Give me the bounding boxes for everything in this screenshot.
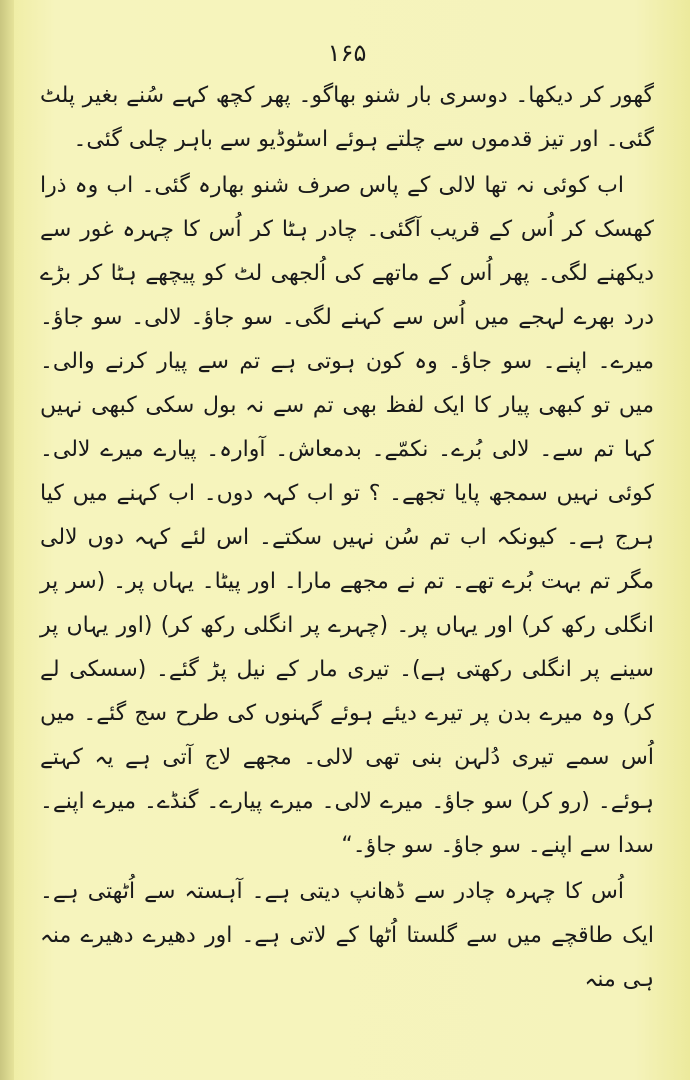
page-number: ۱۶۵ [327,39,367,67]
page-binding-edge [0,0,14,1080]
paragraph-2: اب کوئی نہ تھا لالی کے پاس صرف شنو بھارہ گئی۔ اب وہ ذرا کھسک کر اُس کے قریب آگئی۔ چادر ہٹا کر اُس کا چہرہ غور سے دیکھنے لگی۔ پھر اُس کے ماتھے کی اُلجھی لٹ کو پیچھے ہٹا کر بڑے درد بھرے لہجے میں اُس سے کہنے لگی۔ سو جاؤ۔ لالی۔ سو جاؤ۔ میرے۔ اپنے۔ سو جاؤ۔ وہ کون ہوتی ہے تم سے پیار کرنے والی۔ میں تو کبھی پیار کا ایک لفظ بھی تم سے نہ بول سکی کبھی نہیں کہا تم سے۔ لالی بُرے۔ نکمّے۔ بدمعاش۔ آوارہ۔ پیارے میرے لالی۔ کوئی نہیں سمجھ پایا تجھے۔ ؟ تو اب کہہ دوں۔ اب کہنے میں کیا ہرج ہے۔ کیونکہ اب تم سُن نہیں سکتے۔ اس لئے کہہ دوں لالی مگر تم بہت بُرے تھے۔ تم نے مجھے مارا۔ اور پیٹا۔ یہاں پر۔ (سر پر انگلی رکھ کر) اور یہاں پر۔ (چہرے پر انگلی رکھ کر) (اور یہاں پر سینے پر انگلی رکھتی ہے)۔ تیری مار کے نیل پڑ گئے۔ (سسکی لے کر) وہ میرے بدن پر تیرے دیئے ہوئے گہنوں کی طرح سج گئے۔ میں اُس سمے تیری دُلہن بنی تھی لالی۔ مجھے لاج آتی ہے یہ کہتے ہوئے۔ (رو کر) سو جاؤ۔ میرے لالی۔ میرے پیارے۔ گنڈے۔ میرے اپنے۔ سدا سے اپنے۔ سو جاؤ۔ سو جاؤ۔“ [40,173,654,858]
page-body-text [40,74,654,1002]
paragraph-3: اُس کا چہرہ چادر سے ڈھانپ دیتی ہے۔ آہستہ سے اُٹھتی ہے۔ ایک طاقچے میں سے گلستا اُٹھا کے لاتی ہے۔ اور دھیرے دھیرے منہ ہی منہ [40,879,654,992]
paragraph-1: گھور کر دیکھا۔ دوسری بار شنو بھاگو۔ پھر کچھ کہے سُنے بغیر پلٹ گئی۔ اور تیز قدموں سے چلتے ہوئے اسٹوڈیو سے باہر چلی گئی۔ [40,83,654,152]
